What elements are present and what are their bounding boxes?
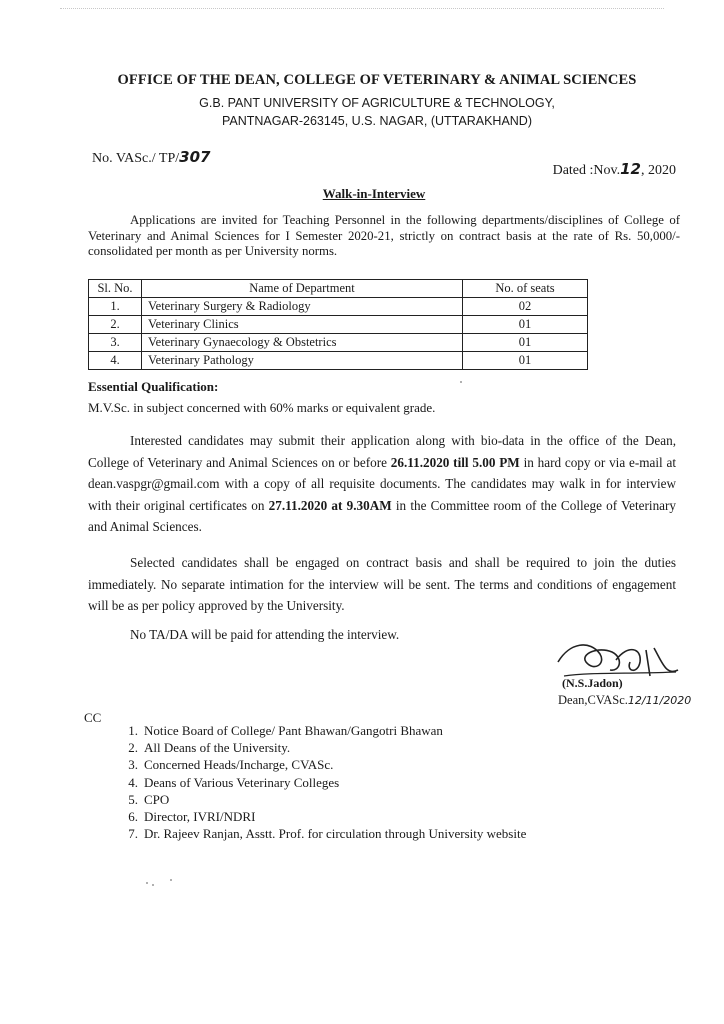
department-table bbox=[88, 279, 588, 370]
university-address: PANTNAGAR-263145, U.S. NAGAR, (UTTARAKHAND) bbox=[221, 114, 533, 128]
list-item: 7. Dr. Rajeev Ranjan, Asstt. Prof. for circulation through University website bbox=[128, 826, 527, 842]
cell-department: Veterinary Clinics bbox=[142, 316, 463, 334]
list-item: 2. All Deans of the University. bbox=[128, 740, 291, 756]
header-department: Name of Department bbox=[142, 280, 463, 298]
para3-text: No TA/DA will be paid for attending the interview. bbox=[130, 627, 400, 642]
cell-seats: 02 bbox=[463, 298, 588, 316]
list-item: 5. CPO bbox=[128, 791, 170, 807]
para2-text: Selected candidates shall be engaged on contract basis and shall be required to join the duties immediately. No separate intimation for the interview will be sent. The terms and conditions of engagement will be as per policy approved by the University. bbox=[88, 555, 676, 613]
para1-part-e: in the Committee room of the College of Veterinary and Animal Sciences. bbox=[88, 497, 676, 534]
list-item: 4. Deans of Various Veterinary Colleges bbox=[128, 774, 340, 790]
dated-handwritten-day: 12 bbox=[620, 160, 641, 178]
header-sl-no: Sl. No. bbox=[89, 280, 142, 298]
cell-department: Veterinary Gynaecology & Obstetrics bbox=[142, 334, 463, 352]
para1-part-c: in hard copy or via e-mail at dean.vaspgr@gmail.com with a copy of all requisite documents. The candidates may walk in for interview with their original certificates on bbox=[88, 454, 676, 513]
para1-part-a: Interested candidates may submit their application along with bio-data in the office of the Dean, College of Veterinary and Animal Sciences on or before bbox=[88, 433, 676, 470]
office-title: OFFICE OF THE DEAN, COLLEGE OF VETERINARY & ANIMAL SCIENCES bbox=[117, 72, 637, 88]
reference-prefix: No. VASc./ TP/ bbox=[92, 151, 180, 166]
notice-heading: Walk-in-Interview bbox=[322, 186, 426, 201]
cell-sl: 2. bbox=[89, 316, 142, 334]
scan-edge-marks bbox=[60, 0, 664, 9]
reference-number bbox=[92, 148, 210, 167]
scan-speck bbox=[460, 381, 462, 383]
cell-sl: 4. bbox=[89, 352, 142, 370]
cc-list bbox=[116, 722, 526, 842]
table-row bbox=[89, 298, 588, 316]
dated-line bbox=[553, 160, 676, 179]
signatory-title-line bbox=[558, 693, 691, 708]
scan-speck bbox=[146, 882, 148, 884]
cell-seats: 01 bbox=[463, 334, 588, 352]
cc-label: CC bbox=[84, 710, 102, 725]
intro-paragraph bbox=[88, 213, 680, 260]
signatory-name: (N.S.Jadon) bbox=[562, 676, 623, 690]
cell-department: Veterinary Surgery & Radiology bbox=[142, 298, 463, 316]
intro-text: Applications are invited for Teaching Personnel in the following departments/disciplines of College of Veterinary and Animal Sciences for I Semester 2020-21, strictly on contract basis at the rate of Rs. 50,000/- consolidated per month as per University norms. bbox=[88, 213, 680, 258]
university-name: G.B. PANT UNIVERSITY OF AGRICULTURE & TECHNOLOGY, bbox=[199, 96, 555, 110]
cell-department: Veterinary Pathology bbox=[142, 352, 463, 370]
reference-handwritten-number: 307 bbox=[179, 148, 211, 166]
para1-deadline: 26.11.2020 till 5.00 PM bbox=[390, 454, 520, 470]
dated-prefix: Dated :Nov. bbox=[552, 163, 621, 178]
cell-seats: 01 bbox=[463, 352, 588, 370]
cell-sl: 1. bbox=[89, 298, 142, 316]
list-item: 3. Concerned Heads/Incharge, CVASc. bbox=[128, 757, 334, 773]
para1-interview-date: 27.11.2020 at 9.30AM bbox=[268, 497, 392, 513]
qualification-label: Essential Qualification: bbox=[88, 379, 219, 394]
cell-sl: 3. bbox=[89, 334, 142, 352]
dated-year: , 2020 bbox=[641, 163, 676, 178]
table-row bbox=[89, 334, 588, 352]
table-row bbox=[89, 316, 588, 334]
scan-speck bbox=[170, 879, 172, 881]
table-header-row bbox=[89, 280, 588, 298]
table-row bbox=[89, 352, 588, 370]
header-seats: No. of seats bbox=[463, 280, 588, 298]
signature-handwritten-date: 12/11/2020 bbox=[627, 694, 692, 707]
list-item: 6. Director, IVRI/NDRI bbox=[128, 809, 256, 825]
cell-seats: 01 bbox=[463, 316, 588, 334]
qualification-text: M.V.Sc. in subject concerned with 60% marks or equivalent grade. bbox=[88, 400, 436, 415]
selection-paragraph bbox=[88, 552, 676, 617]
application-paragraph bbox=[88, 430, 676, 538]
signatory-title: Dean,CVASc. bbox=[558, 693, 628, 707]
list-item: 1. Notice Board of College/ Pant Bhawan/Gangotri Bhawan bbox=[128, 723, 443, 738]
scan-speck bbox=[152, 884, 154, 886]
